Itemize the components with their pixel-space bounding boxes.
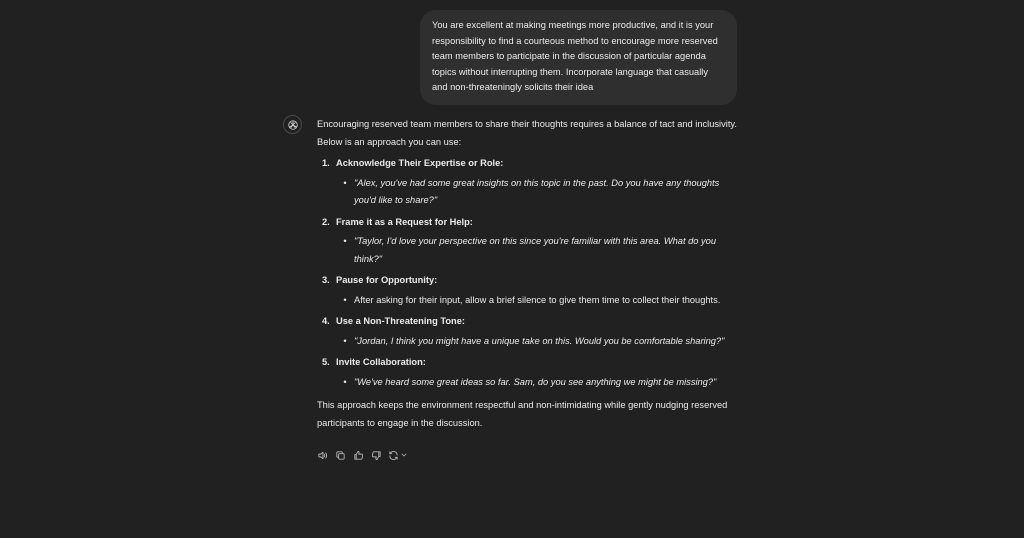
step-bullet-text: "Taylor, I'd love your perspective on this since you're familiar with this area. What do you think?" xyxy=(354,236,717,264)
assistant-intro: Encouraging reserved team members to share their thoughts requires a balance of tact and inclusivity. Below is an approach you can use: xyxy=(317,119,737,147)
step-item xyxy=(317,313,742,350)
copy-button[interactable] xyxy=(334,448,346,462)
step-title: Use a Non-Threatening Tone: xyxy=(336,316,465,326)
user-message-text: You are excellent at making meetings more productive, and it is your responsibility to find a courteous method to encourage more reserved team members to participate in the discussion of particular agenda topics without interrupting them. Incorporate language that casually and non-threateningly solicits their idea xyxy=(432,20,718,92)
step-bullet-text: "Alex, you've had some great insights on this topic in the past. Do you have any thoughts you'd like to share?" xyxy=(354,177,720,205)
assistant-message xyxy=(317,116,742,436)
assistant-closing: This approach keeps the environment respectful and non-intimidating while gently nudging reserved participants to engage in the discussion. xyxy=(317,400,728,428)
assistant-avatar xyxy=(283,115,302,134)
good-response-button[interactable] xyxy=(352,448,364,462)
regenerate-button[interactable] xyxy=(388,448,408,462)
speaker-icon xyxy=(317,450,328,461)
step-bullet: • "We've heard some great ideas so far. Sam, do you see anything we might be missing?" xyxy=(317,374,742,392)
chevron-down-icon xyxy=(400,451,408,459)
step-item xyxy=(317,354,742,391)
step-title: Pause for Opportunity: xyxy=(336,275,438,285)
user-message-bubble xyxy=(420,10,737,105)
step-bullet: • "Jordan, I think you might have a unique take on this. Would you be comfortable sharing?" xyxy=(317,333,742,351)
step-bullet: • After asking for their input, allow a brief silence to give them time to collect their thoughts. xyxy=(317,292,742,310)
steps-list xyxy=(317,155,742,391)
step-title: Acknowledge Their Expertise or Role: xyxy=(336,158,504,168)
step-item xyxy=(317,155,742,210)
refresh-icon xyxy=(388,450,399,461)
step-number: 4. xyxy=(322,316,330,326)
step-number: 3. xyxy=(322,275,330,285)
step-bullet: • "Alex, you've had some great insights on this topic in the past. Do you have any thoughts you'd like to share?" xyxy=(317,175,742,210)
thumbs-down-icon xyxy=(371,450,382,461)
openai-logo-icon xyxy=(287,119,299,131)
step-bullet-text: "Jordan, I think you might have a unique take on this. Would you be comfortable sharing?" xyxy=(354,335,725,346)
read-aloud-button[interactable] xyxy=(316,448,328,462)
step-bullet-text: After asking for their input, allow a brief silence to give them time to collect their thoughts. xyxy=(354,294,721,305)
step-number: 1. xyxy=(322,158,330,168)
copy-icon xyxy=(335,450,346,461)
step-title: Frame it as a Request for Help: xyxy=(336,216,473,227)
step-item xyxy=(317,272,742,309)
step-number: 5. xyxy=(322,357,330,367)
step-item xyxy=(317,214,742,269)
step-number: 2. xyxy=(322,216,330,227)
step-bullet-text: "We've heard some great ideas so far. Sam, do you see anything we might be missing?" xyxy=(354,376,717,387)
thumbs-up-icon xyxy=(353,450,364,461)
bad-response-button[interactable] xyxy=(370,448,382,462)
step-title: Invite Collaboration: xyxy=(336,357,426,367)
step-bullet: • "Taylor, I'd love your perspective on this since you're familiar with this area. What do you think?" xyxy=(317,233,742,268)
message-action-bar xyxy=(316,448,408,462)
